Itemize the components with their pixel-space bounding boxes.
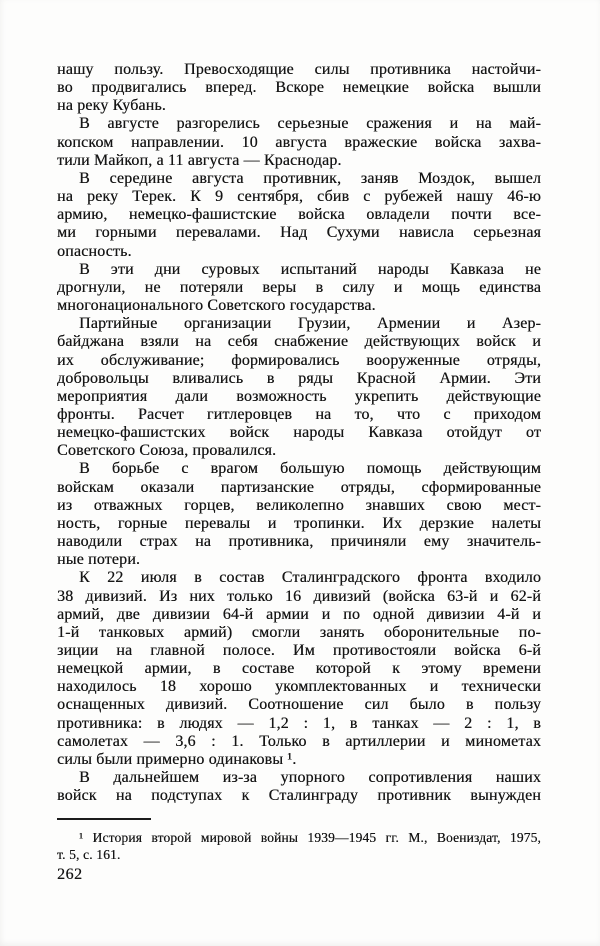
text-line: армий, две дивизии 64-й армии и по одной дивизии 4-й и [57,605,541,623]
text-line: оснащенных дивизий. Соотношение сил было в пользу [57,696,541,714]
text-line: ми горными перевалами. Над Сухуми нависла серьезная [57,224,541,242]
footnote [57,829,541,863]
text-line: немецкой армии, в составе которой к этому времени [57,660,541,678]
text-line: фронты. Расчет гитлеровцев на то, что с приходом [57,405,541,423]
text-line: наводили страх на противника, причиняли ему значитель- [57,533,541,551]
text-line: зиции на главной полосе. Им противостояли войска 6-й [57,642,541,659]
text-line: добровольцы вливались в ряды Красной Армии. Эти [57,369,541,387]
text-line: нашу пользу. Превосходящие силы противника настойчи- [57,61,541,78]
text-line: Партийные организации Грузии, Армении и Азер- [79,315,541,333]
text-line: силы были примерно одинаковы ¹. [57,750,297,768]
text-line: тили Майкоп, а 11 августа — Краснодар. [57,151,342,169]
text-line: 1-й танковых армий) смогли занять оборонительные по- [57,623,541,641]
text-line: опасность. [57,242,132,260]
text-line: войск на подступах к Сталинграду противник вынужден [57,787,541,805]
text-line: на реку Терек. К 9 сентября, сбив с рубежей нашу 46-ю [57,188,541,206]
text-line: В эти дни суровых испытаний народы Кавказа не [79,260,541,278]
text-line: дрогнули, не потеряли веры в силу и мощь единства [57,278,541,296]
text-line: находилось 18 хорошо укомплектованных и технически [57,678,541,696]
text-line: противника: в людях — 1,2 : 1, в танках — 2 : 1, в [57,714,541,732]
text-line: немецко-фашистских войск народы Кавказа отойдут от [57,424,541,442]
text-line: ные потери. [57,551,141,569]
text-line: Советского Союза, провалился. [57,442,277,460]
text-line: 38 дивизий. Из них только 16 дивизий (войска 63-й и 62-й [57,587,541,605]
text-line: войскам оказали партизанские отряды, сформированные [57,478,541,496]
body-text [57,61,541,805]
text-line: их обслуживание; формировались вооруженные отряды, [57,351,541,369]
text-line: армию, немецко-фашистские войска овладели почти все- [57,206,541,224]
text-line: самолетах — 3,6 : 1. Только в артиллерии и минометах [57,732,541,750]
text-line: во продвигались вперед. Вскоре немецкие войска вышли [57,79,541,97]
page-number: 262 [57,866,83,883]
text-line: В середине августа противник, заняв Моздок, вышел [79,169,541,187]
text-line: В дальнейшем из-за упорного сопротивления наших [79,769,541,787]
text-line: ¹ История второй мировой войны 1939—1945 гг. М., Воениздат, 1975, [79,830,541,845]
text-line: В борьбе с врагом большую помощь действующим [79,460,541,478]
text-line: ность, горные перевалы и тропинки. Их дерзкие налеты [57,514,541,532]
footnote-separator [57,818,151,820]
text-line: В августе разгорелись серьезные сражения и на май- [79,115,541,133]
text-line: К 22 июля в состав Сталинградского фронта входило [79,569,541,587]
text-line: копском направлении. 10 августа вражеские войска захва- [57,133,541,151]
text-line: мероприятия дали возможность укрепить действующие [57,387,541,405]
text-line: многонационального Советского государства. [57,297,376,315]
text-line: байджана взяли на себя снабжение действующих войск и [57,333,541,351]
text-line: на реку Кубань. [57,97,166,115]
text-line: т. 5, с. 161. [57,847,121,862]
text-line: из отважных горцев, великолепно знавших свою мест- [57,496,541,514]
